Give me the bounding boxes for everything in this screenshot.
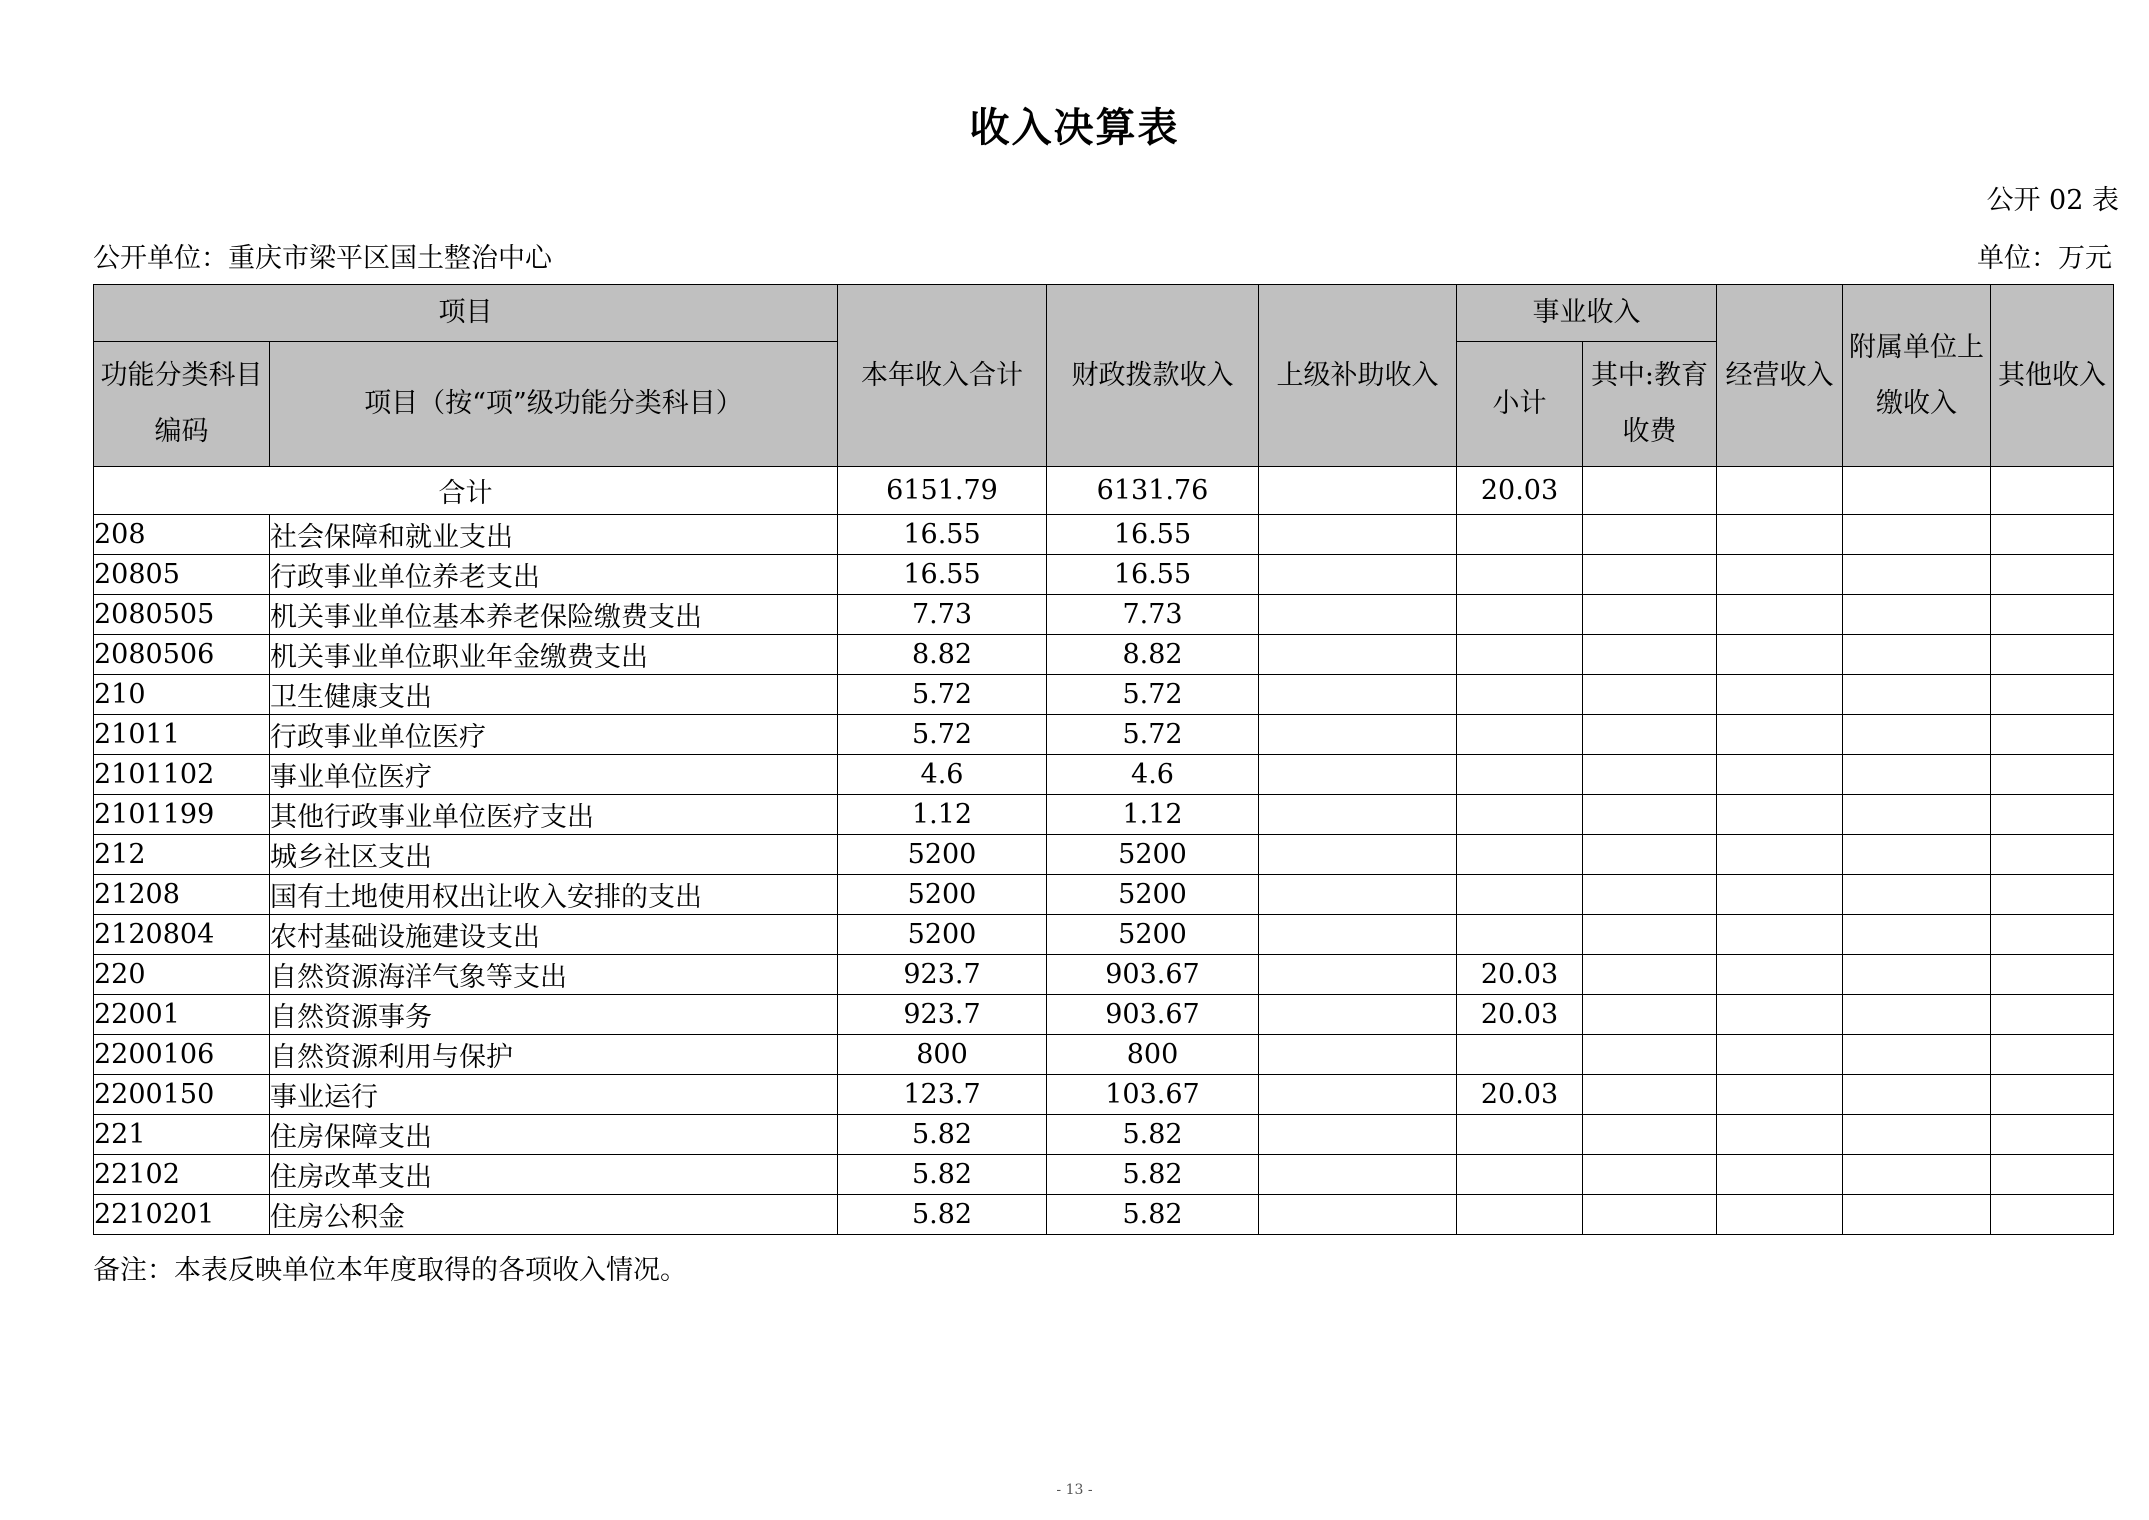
row-superior (1259, 995, 1457, 1035)
row-affiliated (1843, 635, 1991, 675)
row-total-income: 4.6 (838, 755, 1047, 795)
row-total-income: 7.73 (838, 595, 1047, 635)
row-other (1991, 755, 2114, 795)
row-fiscal: 8.82 (1047, 635, 1259, 675)
row-education (1583, 1155, 1717, 1195)
header-project-group: 项目 (94, 285, 838, 342)
row-education (1583, 1195, 1717, 1235)
row-code: 208 (94, 515, 270, 555)
row-operating (1717, 715, 1843, 755)
row-affiliated (1843, 915, 1991, 955)
table-row (94, 595, 2114, 635)
row-education (1583, 1115, 1717, 1155)
row-code: 2101102 (94, 755, 270, 795)
row-total-income: 5.72 (838, 715, 1047, 755)
row-subtotal (1457, 715, 1583, 755)
row-name: 自然资源利用与保护 (270, 1035, 838, 1075)
row-operating (1717, 675, 1843, 715)
row-total-income: 5.82 (838, 1115, 1047, 1155)
row-superior (1259, 955, 1457, 995)
row-subtotal (1457, 595, 1583, 635)
row-operating (1717, 555, 1843, 595)
money-unit: 单位：万元 (1977, 243, 2112, 274)
header-other: 其他收入 (1991, 285, 2114, 467)
revenue-table (93, 284, 2114, 1235)
row-subtotal (1457, 675, 1583, 715)
row-education (1583, 915, 1717, 955)
row-other (1991, 955, 2114, 995)
row-affiliated (1843, 555, 1991, 595)
row-superior (1259, 675, 1457, 715)
row-other (1991, 715, 2114, 755)
row-education (1583, 555, 1717, 595)
row-subtotal (1457, 755, 1583, 795)
row-code: 22001 (94, 995, 270, 1035)
row-superior (1259, 875, 1457, 915)
header-superior: 上级补助收入 (1259, 285, 1457, 467)
table-row (94, 1155, 2114, 1195)
row-code: 22102 (94, 1155, 270, 1195)
row-total-income: 5200 (838, 835, 1047, 875)
row-name: 机关事业单位职业年金缴费支出 (270, 635, 838, 675)
row-code: 21011 (94, 715, 270, 755)
row-name: 卫生健康支出 (270, 675, 838, 715)
table-row (94, 715, 2114, 755)
table-row (94, 795, 2114, 835)
row-subtotal (1457, 795, 1583, 835)
header-row-1 (94, 285, 2114, 342)
total-label: 合计 (94, 467, 838, 515)
row-code: 212 (94, 835, 270, 875)
row-operating (1717, 1195, 1843, 1235)
row-other (1991, 1075, 2114, 1115)
row-affiliated (1843, 1075, 1991, 1115)
table-row (94, 1195, 2114, 1235)
row-subtotal (1457, 635, 1583, 675)
table-row (94, 675, 2114, 715)
row-code: 220 (94, 955, 270, 995)
table-row (94, 555, 2114, 595)
footnote: 备注：本表反映单位本年度取得的各项收入情况。 (93, 1255, 687, 1286)
row-fiscal: 7.73 (1047, 595, 1259, 635)
row-operating (1717, 595, 1843, 635)
row-other (1991, 555, 2114, 595)
row-total-income: 5.82 (838, 1195, 1047, 1235)
row-affiliated (1843, 995, 1991, 1035)
row-superior (1259, 1035, 1457, 1075)
row-superior (1259, 595, 1457, 635)
row-subtotal: 20.03 (1457, 995, 1583, 1035)
row-subtotal (1457, 1035, 1583, 1075)
row-operating (1717, 795, 1843, 835)
row-fiscal: 903.67 (1047, 995, 1259, 1035)
row-name: 住房改革支出 (270, 1155, 838, 1195)
row-affiliated (1843, 1115, 1991, 1155)
header-affiliated: 附属单位上缴收入 (1843, 285, 1991, 467)
row-affiliated (1843, 1155, 1991, 1195)
row-name: 自然资源事务 (270, 995, 838, 1035)
total-superior (1259, 467, 1457, 515)
row-code: 210 (94, 675, 270, 715)
row-superior (1259, 755, 1457, 795)
row-affiliated (1843, 675, 1991, 715)
row-fiscal: 5.82 (1047, 1115, 1259, 1155)
row-name: 事业运行 (270, 1075, 838, 1115)
row-name: 社会保障和就业支出 (270, 515, 838, 555)
row-education (1583, 1075, 1717, 1115)
table-row (94, 755, 2114, 795)
row-education (1583, 755, 1717, 795)
table-header (94, 285, 2114, 467)
row-operating (1717, 1075, 1843, 1115)
row-superior (1259, 555, 1457, 595)
unit-line (93, 236, 2112, 275)
row-subtotal (1457, 875, 1583, 915)
row-superior (1259, 1075, 1457, 1115)
row-fiscal: 4.6 (1047, 755, 1259, 795)
row-name: 行政事业单位医疗 (270, 715, 838, 755)
row-name: 行政事业单位养老支出 (270, 555, 838, 595)
header-subtotal: 小计 (1457, 342, 1583, 467)
table-row (94, 515, 2114, 555)
row-other (1991, 635, 2114, 675)
row-operating (1717, 915, 1843, 955)
row-affiliated (1843, 715, 1991, 755)
row-name: 其他行政事业单位医疗支出 (270, 795, 838, 835)
row-affiliated (1843, 515, 1991, 555)
row-fiscal: 103.67 (1047, 1075, 1259, 1115)
row-code: 2200150 (94, 1075, 270, 1115)
row-other (1991, 835, 2114, 875)
row-total-income: 800 (838, 1035, 1047, 1075)
row-education (1583, 955, 1717, 995)
reporting-unit: 公开单位：重庆市梁平区国土整治中心 (93, 243, 552, 274)
row-total-income: 123.7 (838, 1075, 1047, 1115)
row-other (1991, 795, 2114, 835)
row-operating (1717, 755, 1843, 795)
row-subtotal: 20.03 (1457, 955, 1583, 995)
row-name: 住房保障支出 (270, 1115, 838, 1155)
row-other (1991, 915, 2114, 955)
row-total-income: 923.7 (838, 995, 1047, 1035)
row-code: 2120804 (94, 915, 270, 955)
total-row (94, 467, 2114, 515)
row-other (1991, 1115, 2114, 1155)
row-superior (1259, 1195, 1457, 1235)
row-education (1583, 715, 1717, 755)
row-fiscal: 5200 (1047, 915, 1259, 955)
table-row (94, 955, 2114, 995)
row-operating (1717, 955, 1843, 995)
table-row (94, 1035, 2114, 1075)
header-func-code: 功能分类科目编码 (94, 342, 270, 467)
row-fiscal: 1.12 (1047, 795, 1259, 835)
row-total-income: 5200 (838, 875, 1047, 915)
row-name: 住房公积金 (270, 1195, 838, 1235)
page-number: - 13 - (1056, 1482, 1093, 1498)
row-affiliated (1843, 1195, 1991, 1235)
row-name: 机关事业单位基本养老保险缴费支出 (270, 595, 838, 635)
row-fiscal: 16.55 (1047, 555, 1259, 595)
row-other (1991, 1035, 2114, 1075)
row-education (1583, 515, 1717, 555)
row-code: 2210201 (94, 1195, 270, 1235)
header-total-income: 本年收入合计 (838, 285, 1047, 467)
row-subtotal (1457, 1115, 1583, 1155)
table-row (94, 635, 2114, 675)
row-code: 21208 (94, 875, 270, 915)
row-education (1583, 635, 1717, 675)
row-other (1991, 595, 2114, 635)
row-superior (1259, 1155, 1457, 1195)
row-education (1583, 595, 1717, 635)
total-education (1583, 467, 1717, 515)
row-total-income: 16.55 (838, 515, 1047, 555)
row-superior (1259, 715, 1457, 755)
row-fiscal: 5.82 (1047, 1155, 1259, 1195)
table-row (94, 995, 2114, 1035)
row-total-income: 5200 (838, 915, 1047, 955)
total-fiscal: 6131.76 (1047, 467, 1259, 515)
header-operating: 经营收入 (1717, 285, 1843, 467)
row-name: 自然资源海洋气象等支出 (270, 955, 838, 995)
table-row (94, 1075, 2114, 1115)
total-total-income: 6151.79 (838, 467, 1047, 515)
row-total-income: 5.72 (838, 675, 1047, 715)
row-subtotal (1457, 555, 1583, 595)
row-affiliated (1843, 755, 1991, 795)
table-row (94, 915, 2114, 955)
row-education (1583, 875, 1717, 915)
row-superior (1259, 635, 1457, 675)
row-name: 城乡社区支出 (270, 835, 838, 875)
row-operating (1717, 875, 1843, 915)
row-subtotal (1457, 1195, 1583, 1235)
table-row (94, 1115, 2114, 1155)
row-total-income: 1.12 (838, 795, 1047, 835)
row-other (1991, 675, 2114, 715)
row-education (1583, 835, 1717, 875)
row-fiscal: 5.82 (1047, 1195, 1259, 1235)
table-row (94, 875, 2114, 915)
total-operating (1717, 467, 1843, 515)
row-fiscal: 5.72 (1047, 715, 1259, 755)
row-education (1583, 995, 1717, 1035)
row-code: 2101199 (94, 795, 270, 835)
row-other (1991, 875, 2114, 915)
header-education: 其中:教育收费 (1583, 342, 1717, 467)
row-fiscal: 16.55 (1047, 515, 1259, 555)
row-other (1991, 515, 2114, 555)
row-total-income: 923.7 (838, 955, 1047, 995)
row-fiscal: 903.67 (1047, 955, 1259, 995)
page-title: 收入决算表 (969, 105, 1180, 151)
row-other (1991, 1195, 2114, 1235)
row-affiliated (1843, 955, 1991, 995)
row-total-income: 8.82 (838, 635, 1047, 675)
row-operating (1717, 635, 1843, 675)
row-total-income: 5.82 (838, 1155, 1047, 1195)
row-total-income: 16.55 (838, 555, 1047, 595)
row-fiscal: 800 (1047, 1035, 1259, 1075)
row-education (1583, 1035, 1717, 1075)
total-affiliated (1843, 467, 1991, 515)
row-fiscal: 5.72 (1047, 675, 1259, 715)
header-func-name: 项目（按“项”级功能分类科目） (270, 342, 838, 467)
row-code: 2080506 (94, 635, 270, 675)
header-business-group: 事业收入 (1457, 285, 1717, 342)
row-other (1991, 995, 2114, 1035)
row-name: 国有土地使用权出让收入安排的支出 (270, 875, 838, 915)
row-affiliated (1843, 835, 1991, 875)
row-superior (1259, 1115, 1457, 1155)
row-affiliated (1843, 1035, 1991, 1075)
header-fiscal: 财政拨款收入 (1047, 285, 1259, 467)
row-code: 2080505 (94, 595, 270, 635)
row-code: 20805 (94, 555, 270, 595)
row-operating (1717, 1155, 1843, 1195)
row-affiliated (1843, 595, 1991, 635)
row-operating (1717, 515, 1843, 555)
row-education (1583, 795, 1717, 835)
row-operating (1717, 1035, 1843, 1075)
row-subtotal (1457, 1155, 1583, 1195)
row-superior (1259, 915, 1457, 955)
row-superior (1259, 795, 1457, 835)
row-operating (1717, 835, 1843, 875)
row-affiliated (1843, 795, 1991, 835)
row-name: 事业单位医疗 (270, 755, 838, 795)
row-education (1583, 675, 1717, 715)
row-code: 2200106 (94, 1035, 270, 1075)
row-other (1991, 1155, 2114, 1195)
row-subtotal (1457, 835, 1583, 875)
row-fiscal: 5200 (1047, 835, 1259, 875)
row-code: 221 (94, 1115, 270, 1155)
row-name: 农村基础设施建设支出 (270, 915, 838, 955)
table-number: 公开 02 表 (1986, 185, 2119, 216)
row-operating (1717, 1115, 1843, 1155)
row-subtotal (1457, 515, 1583, 555)
table-row (94, 835, 2114, 875)
row-fiscal: 5200 (1047, 875, 1259, 915)
table-body (94, 467, 2114, 1235)
row-superior (1259, 835, 1457, 875)
row-subtotal (1457, 915, 1583, 955)
row-affiliated (1843, 875, 1991, 915)
total-subtotal: 20.03 (1457, 467, 1583, 515)
row-superior (1259, 515, 1457, 555)
row-operating (1717, 995, 1843, 1035)
total-other (1991, 467, 2114, 515)
row-subtotal: 20.03 (1457, 1075, 1583, 1115)
